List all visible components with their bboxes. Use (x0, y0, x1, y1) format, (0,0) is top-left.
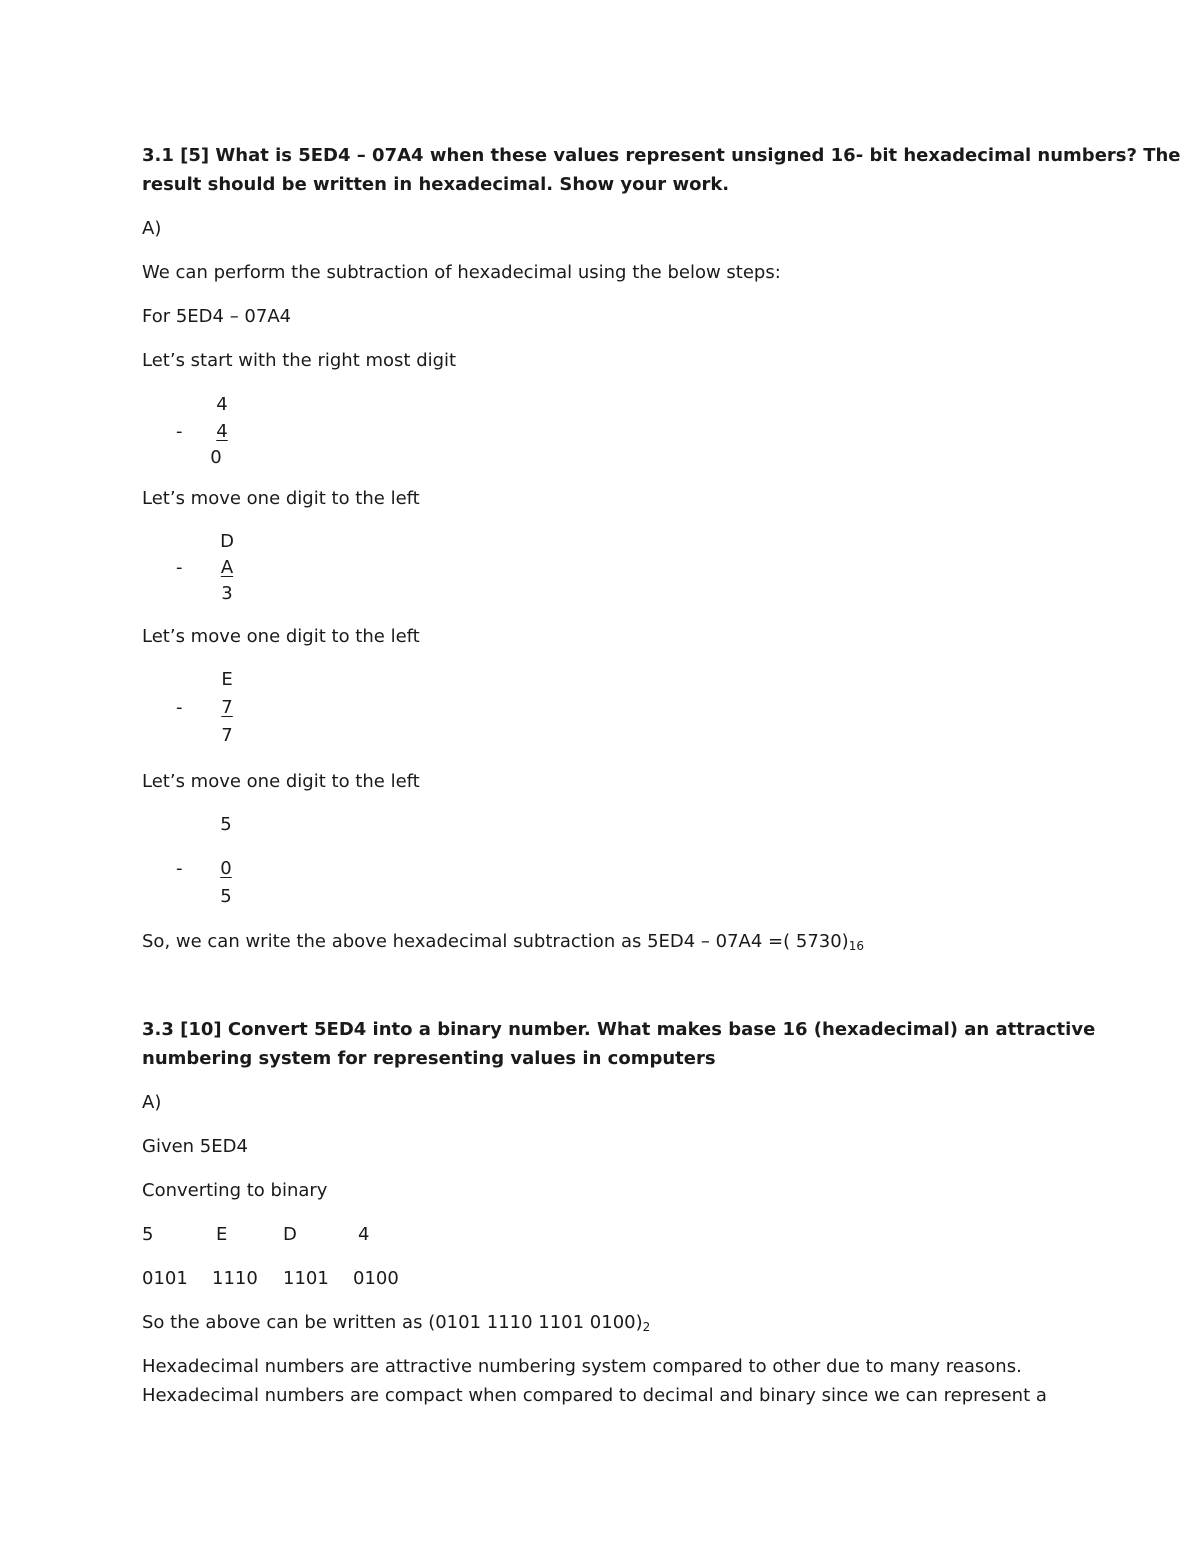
step-1-bottom: 4 (216, 421, 228, 442)
question-3-1-line-1: 3.1 [5] What is 5ED4 – 07A4 when these values represent unsigned 16- bit hexadecimal numbers? The (142, 145, 1181, 166)
step-2-result: 3 (221, 583, 233, 604)
binary-group: 1110 (212, 1268, 258, 1289)
question-3-1-line-2: result should be written in hexadecimal. Show your work. (142, 174, 730, 195)
start-rightmost-digit: Let’s start with the right most digit (142, 350, 457, 371)
step-4-result: 5 (220, 886, 232, 907)
binary-group: 0101 (142, 1268, 188, 1289)
subtraction-intro: We can perform the subtraction of hexadecimal using the below steps: (142, 262, 781, 283)
base-2-subscript: 2 (642, 1320, 651, 1334)
step-4-minus: - (176, 858, 183, 879)
hex-digit: D (283, 1224, 297, 1245)
move-left-2: Let’s move one digit to the left (142, 626, 420, 647)
base-16-subscript: 16 (848, 939, 864, 953)
step-3-top: E (221, 669, 233, 690)
move-left-3: Let’s move one digit to the left (142, 771, 420, 792)
answer-label-3-3: A) (142, 1092, 162, 1113)
move-left-1: Let’s move one digit to the left (142, 488, 420, 509)
question-3-3-line-1: 3.3 [10] Convert 5ED4 into a binary number. What makes base 16 (hexadecimal) an attractive (142, 1019, 1096, 1040)
explanation-line-1: Hexadecimal numbers are attractive numbering system compared to other due to many reasons. (142, 1356, 1022, 1377)
binary-result: So the above can be written as (0101 1110 1101 $0100)_2$ (142, 1312, 651, 1334)
step-3-result: 7 (221, 725, 233, 746)
explanation-line-2: Hexadecimal numbers are compact when compared to decimal and binary since we can represent a (142, 1385, 1047, 1406)
step-1-result: 0 (210, 447, 222, 468)
hex-digit: 4 (358, 1224, 370, 1245)
step-3-minus: - (176, 697, 183, 718)
step-2-top: D (220, 531, 234, 552)
step-2-minus: - (176, 557, 183, 578)
step-4-bottom: 0 (220, 858, 232, 879)
answer-label-3-1: A) (142, 218, 162, 239)
converting-to-binary: Converting to binary (142, 1180, 328, 1201)
subtraction-conclusion: So, we can write the above hexadecimal subtraction as 5ED4 – 07A4 =( $5730)_{16}$ (142, 931, 864, 953)
given-value: Given 5ED4 (142, 1136, 248, 1157)
step-1-top: 4 (216, 394, 228, 415)
binary-group: 1101 (283, 1268, 329, 1289)
hex-digit: 5 (142, 1224, 154, 1245)
step-1-minus: - (176, 421, 183, 442)
step-3-bottom: 7 (221, 697, 233, 718)
hex-digit: E (216, 1224, 228, 1245)
binary-group: 0100 (353, 1268, 399, 1289)
for-expression: For 5ED4 – 07A4 (142, 306, 292, 327)
question-3-3-line-2: numbering system for representing values in computers (142, 1048, 716, 1069)
step-2-bottom: A (220, 557, 234, 578)
step-4-top: 5 (220, 814, 232, 835)
